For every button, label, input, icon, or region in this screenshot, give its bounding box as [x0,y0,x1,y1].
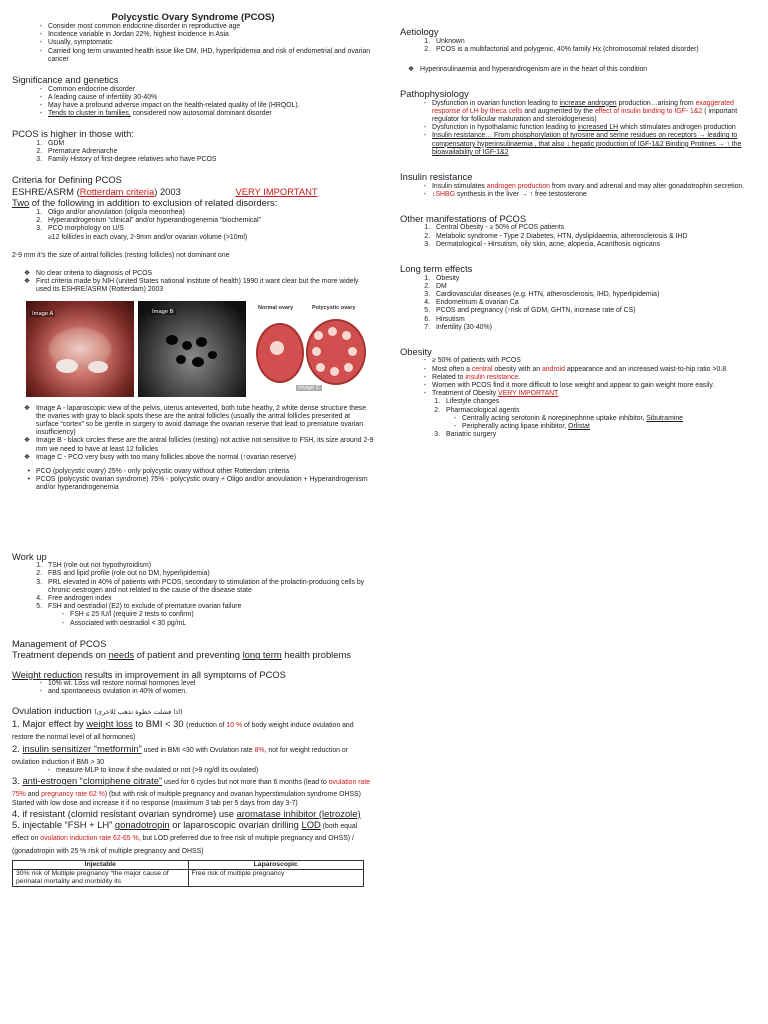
list-item: - Dysfunction in hypothalamic function leading to increased LH which stimulates androgen production [423,124,736,132]
started-note: Started with low dose and increase it if no response (maximum 3 tab per 5 days from day 3-7) [12,799,298,807]
list-item: 2. DM [424,282,447,290]
list-item: 3. Cardiovascular diseases (e.g. HTN, atherosclerosis, IHD, hyperlipidemia) [424,290,660,298]
right-column [400,0,756,440]
higher-list [28,140,374,165]
list-item: 4. Endometrium & ovarian Ca [424,299,519,307]
table-cell: Free risk of multiple pregnancy [188,869,364,886]
list-item: ❖ First criteria made by NIH (united States national institute of health) 1990 it want clear but the more widely used its ESHRE/ASRM (Rotterdam) 2003 [23,278,359,294]
list-item: - May have a profound adverse impact on the health-related quality of life (HRQOL). [39,101,300,109]
table-row [13,869,364,886]
list-item: - Tends to cluster in families, considered now autosomal dominant disorder [39,110,272,118]
table-header-row [13,860,364,869]
list-item: 3. Dermatological - Hirsutism, oily skin, acne, alopecia, Acanthosis nigricans [424,240,661,248]
list-item: ❖ Image B - black circles these are the antral follicles (resting) not active not sensitive to FSH, its size around 2-9 mm we need to have at least 12 follicles [23,437,374,453]
list-item: - Dysfunction in ovarian function leading to increase androgen production…arising from exaggerated response of LH by theca cells and augmented by the effect of insulin binding to IGF- 1&2 ( important regulator for follicular maturation and steroidogenesis) [423,99,738,124]
list-item: - Incidence variable in Jordan 22%, highest incidence in Asia [39,31,229,39]
normal-ovary-shape [256,323,304,383]
list-item: 2. Pharmacological agents [434,406,520,414]
list-item: - Insulin stimulates androgen production from ovary and adrenal and may alter gonadotrophin secretion. [423,182,745,190]
list-item: - Common endocrine disorder [39,85,135,93]
table-cell: 30% risk of Multiple pregnancy “the major cause of perinatal mortality and morbidity its [13,869,189,886]
workup-heading: Work up [12,550,47,562]
list-item: 1. GDM [36,139,65,147]
patho-heading: Pathophysiology [400,88,469,100]
step-4: 4. if resistant (clomid resistant ovarian syndrome) use aromatase inhibitor (letrozole) [12,807,361,819]
list-item: - 10% wt. Loss will restore normal hormones level [39,680,196,688]
drug-list [448,415,756,431]
list-item: ❖ Image C - PCO very busy with too many follicles above the normal (↑ovarian reserve) [23,453,297,461]
list-item: - Associated with oestradiol < 30 pg/mL [61,619,187,627]
image-c-label: Image C [298,384,320,391]
list-item: 2. PCOS is a multifactorial and polygenic, 40% family Hx (chromosomal related disorder) [424,45,699,53]
list-item: ≥12 follicles in each ovary, 2-9mm and/or ovarian volume (>10ml) [48,233,248,241]
size-note: 2-9 mm it’s the size of antral follicles (resting follicles) not dominant one [12,251,230,259]
list-item: 3. Family History of first-degree relatives who have PCOS [36,156,217,164]
longterm-list [416,275,756,332]
list-item: • PCOS (polycystic ovarian syndrome) 75% - polycystic ovary + Oligo and/or anovulation + Hyperandrogenism and/or hyperandrogenemia [27,476,368,492]
list-item: 2. Premature Adrenarche [36,148,118,156]
list-item: 3. PRL elevated in 40% of patients with PCOS, secondary to stimulation of the prolactin-producing cells by chronic oestrogen and not related to the cause of the disease state [36,578,365,594]
list-item: - Most often a central obesity with an android appearance and an increased waist-to-hip ratio >0.8 [423,365,727,373]
polycystic-ovary-shape [306,319,366,385]
patho-list [418,100,756,157]
list-item: - Centrally acting serotonin & norepinephrine uptake inhibitor, Sibutramine [453,414,684,422]
longterm-heading: Long term effects [400,263,473,275]
ultrasound-image [138,301,246,397]
list-item: - measure MLP to know if she ovulated or not (>9 ng/dl its ovulated) [47,766,259,774]
list-item: • PCO (polycystic ovary) 25% - only polycystic ovary without other Rotterdam criteria [27,467,290,475]
list-item: - and spontaneous ovulation in 40% of women. [39,688,188,696]
criteria-notes [16,270,374,295]
list-item: - Consider most common endocrine disorder in reproductive age [39,23,241,30]
aetiology-note [400,66,756,74]
list-item: 5. FSH and oestradiol (E2) to exclude of premature ovarian failure [36,603,242,611]
list-item: 3. PCO morphology on U/S [36,225,124,233]
weight-reduction-line: Weight reduction results in improvement in all symptoms of PCOS [12,668,286,680]
other-heading: Other manifestations of PCOS [400,212,527,224]
list-item: - ↓SHBG synthesis in the liver → ↑ free testosterone [423,190,587,198]
list-item: 7. Infertility (30-40%) [424,323,492,331]
criteria-line: ESHRE/ASRM (Rotterdam criteria) 2003 VERY IMPORTANT [12,185,318,197]
management-heading: Management of PCOS [12,637,107,649]
obesity-heading: Obesity [400,345,432,357]
list-item: 1. Unknown [424,37,465,45]
list-item: 1. Central Obesity - ≥ 50% of PCOS patients [424,224,565,232]
significance-list [34,86,374,119]
aetiology-heading: Aetiology [400,26,439,37]
criteria-list [28,209,374,242]
ovulation-heading: Ovulation induction (اذا فشلت خطوة نذهب للاخرى) [12,704,183,716]
criteria-heading: Criteria for Defining PCOS [12,174,122,186]
list-item: 1. TSH (role out not hypothyroidism) [36,562,152,570]
list-item: - A leading cause of infertility 30-40% [39,93,158,101]
image-row [12,301,374,401]
list-item: - Insulin resistance… From phosphorylation of tyrosine and serine residues on receptors → leading to compensatory hyperinsulinaemia , that also ↓ hepatic production of IGF-1&2 Binding Protines → ↑ the bioavailability of IGF-1&2 [423,132,742,156]
page-title: Polycystic Ovary Syndrome (PCOS) [111,12,275,23]
mlp-note [42,767,374,775]
pco-bullets [16,468,374,493]
rotterdam-link: Rotterdam criteria [79,185,155,197]
aetiology-list [416,38,756,54]
list-item: - Usually, symptomatic [39,39,113,47]
workup-list [28,562,374,611]
list-item: 3. Bariatric surgery [434,431,497,439]
image-b-label: Image B [152,308,174,315]
list-item: ❖ Image A - laparoscopic view of the pelvis, uterus anteverted, both tube heathy, 2 white dense structure these the ovaries with gray to black spots these are the antral follicles (usually the antral follicles presented at surface “cortex” so be gentle in surgery to avoid damage the ovarian reserve that lead to premature ovarian insufficiency) [23,404,367,437]
list-item: 5. PCOS and pregnancy (↑risk of GDM, GHTN, increase rate of CS) [424,307,636,315]
image-notes [16,405,374,462]
list-item: 4. Free androgen index [36,594,112,602]
normal-ovary-label: Normal ovary [258,304,294,311]
obesity-list [418,357,756,398]
step-2: 2. insulin sensitizer “metformin” used in BMI <30 with Ovulation rate 8%, not for weight reduction or ovulation induction if BMI > 30 [12,742,349,766]
very-important-tag: VERY IMPORTANT [498,390,559,398]
workup-sublist [56,611,374,627]
table-header: Laparoscopic [188,860,364,869]
list-item: - Carried long term unwanted health issue like DM, IHD, hyperlipidemia and risk of endometrial and ovarian cancer [39,47,371,63]
obesity-treatment-list [426,398,756,414]
image-a-label: Image A [32,310,54,317]
list-item: 2. FBS and lipid profile (role out no DM, hyperlipidemia) [36,570,210,578]
underlined-text: Tends to cluster in families, [48,110,131,118]
insulin-list [418,183,756,199]
list-item: - FSH ≤ 25 IU/l (require 2 tests to confirm) [61,611,194,619]
list-item: - ≥ 50% of patients with PCOS [423,357,521,365]
very-important-tag: VERY IMPORTANT [235,185,318,197]
laparoscopic-image [26,301,134,397]
other-list [416,224,756,249]
insulin-heading: Insulin resistance [400,171,473,183]
comparison-table [12,860,364,887]
list-item: 1. Obesity [424,274,460,282]
significance-heading: Significance and genetics [12,74,119,86]
list-item: 6. Hirsutism [424,315,465,323]
list-item: - Treatment of Obesity VERY IMPORTANT [423,390,559,398]
obesity-treatment-list-2 [426,431,756,439]
weight-list [34,680,374,696]
list-item: ❖ Hyperinsulinaemia and hyperandrogenism are in the heart of this condition [407,65,648,73]
step-3: 3. anti-estrogen “clomiphene citrate” used for 6 cycles but not more than 6 months (lead to ovulation rate 75% and pregnancy rate 62 %) (but with risk of multiple pregnancy and ovarian hyperstimulation syndrome OHSS) [12,775,371,799]
treatment-line: Treatment depends on needs of patient and preventing long term health problems [12,649,351,661]
table-header: Injectable [13,860,189,869]
list-item: - Related to insulin resistance. [423,373,521,381]
higher-heading: PCOS is higher in those with: [12,128,134,140]
criteria-two-line: Two of the following in addition to exclusion of related disorders: [12,197,278,209]
list-item: 2. Hyperandrogenism “clinical” and/or hyperandrogenemia “biochemical” [36,217,261,225]
step-5: 5. injectable “FSH + LH” gonadotropin or laparoscopic ovarian drilling LOD (both equal effect on ovulation induction rate 62-65 %, but LOD preferred due to free risk of multiple pregnancy and OHSS) / (gonadotropin with 25 % risk of multiple pregnancy and OHSS) [12,819,358,855]
polycystic-ovary-label: Polycystic ovary [312,304,356,311]
list-item: ❖ No clear criteria to diagnosis of PCOS [23,269,153,277]
left-column [12,0,374,887]
list-item: - Women with PCOS find it more difficult to lose weight and appear to gain weight more easily. [423,382,715,390]
ovary-diagram-image [250,301,366,397]
list-item: - Peripherally acting lipase inhibitor, Orlistat [453,423,590,431]
intro-list [34,23,374,64]
step-1: 1. Major effect by weight loss to BMI < 30 (reduction of 10 % of body weight induce ovulation and restore the normal level of all hormones) [12,718,354,742]
list-item: 2. Metabolic syndrome - Type 2 Diabetes, HTN, dyslipidaemia, atherosclerosis & IHD [424,232,688,240]
list-item: 1. Lifestyle changes [434,398,500,406]
list-item: 1. Oligo and/or anovulation (oligo/a menorrhea) [36,208,185,216]
